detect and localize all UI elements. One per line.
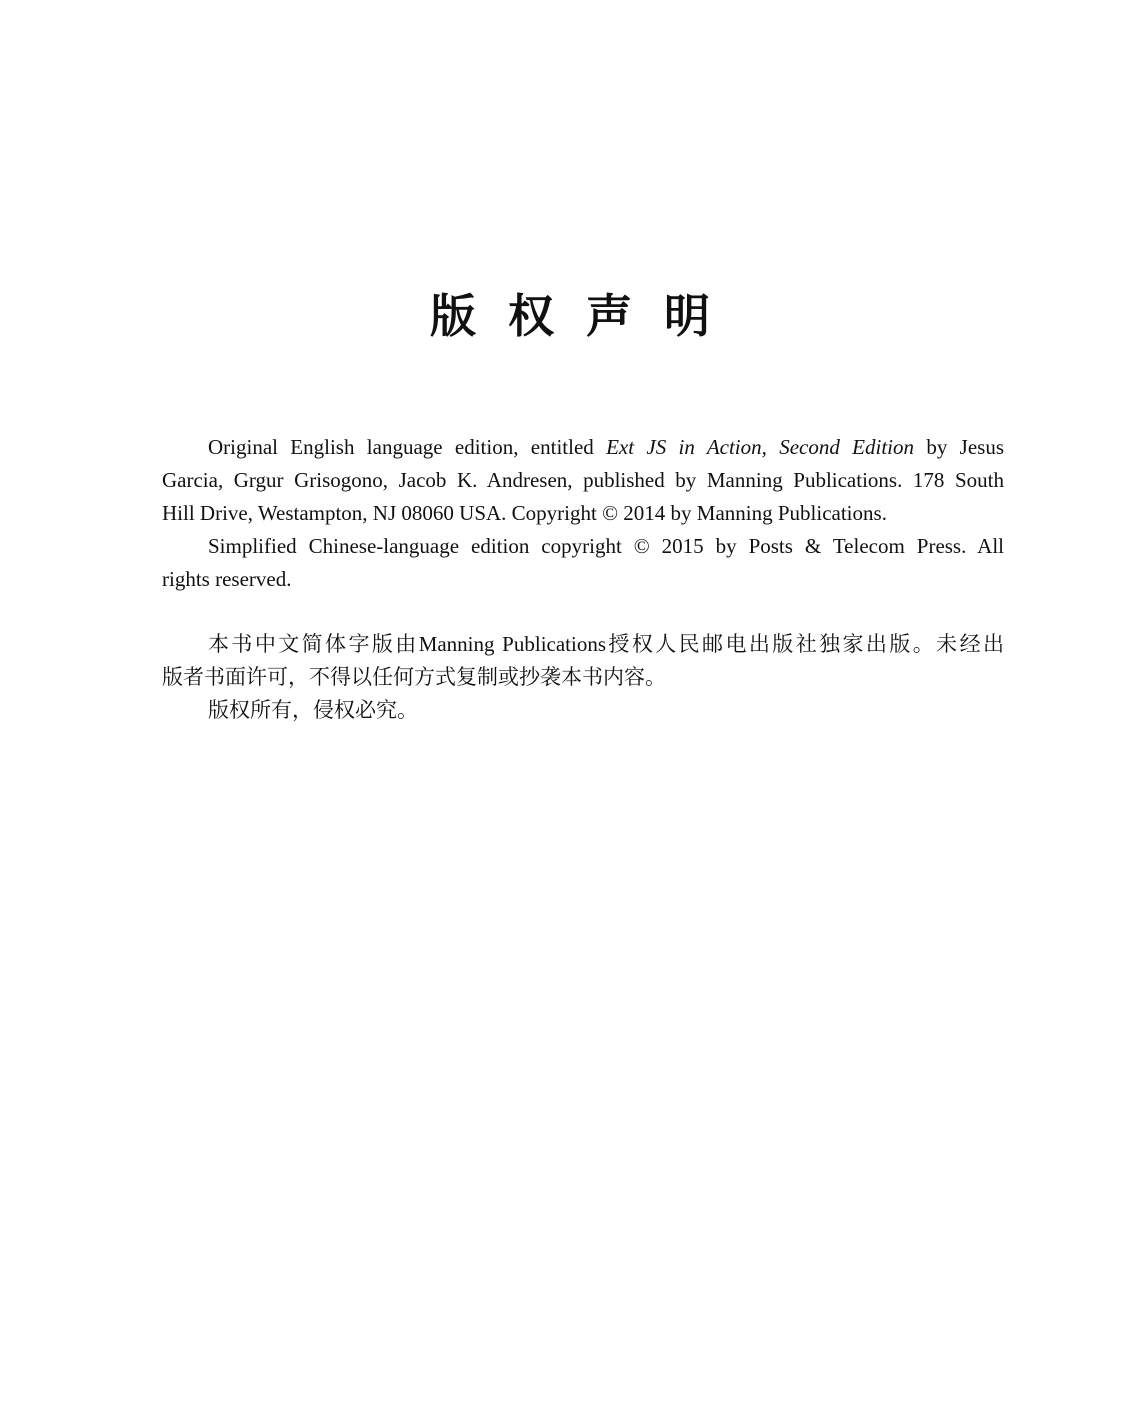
- english-copyright-paragraph: [162, 431, 1004, 530]
- text-segment: by Jesus: [914, 435, 1004, 459]
- text-line: 本书中文简体字版由Manning Publications授权人民邮电出版社独家出版。未经出: [208, 632, 1004, 656]
- text-line: Garcia, Grgur Grisogono, Jacob K. Andresen, published by Manning Publications. 178 South: [162, 468, 1004, 492]
- text-segment: Original English language edition, entitled: [208, 435, 607, 459]
- text-line: [162, 431, 1004, 464]
- chinese-notice-paragraph: [162, 628, 1004, 727]
- text-line: rights reserved.: [162, 567, 292, 591]
- book-title: Ext JS in Action, Second Edition: [606, 435, 915, 459]
- text-line: Hill Drive, Westampton, NJ 08060 USA. Copyright © 2014 by Manning Publications.: [162, 501, 887, 525]
- chinese-edition-copyright-paragraph: [162, 530, 1004, 596]
- text-line: 版者书面许可，不得以任何方式复制或抄袭本书内容。: [162, 665, 666, 689]
- text-line: Simplified Chinese-language edition copyright © 2015 by Posts & Telecom Press. All: [208, 534, 1004, 558]
- text-line: 版权所有，侵权必究。: [208, 698, 418, 722]
- page-title: 版权声明: [430, 289, 742, 343]
